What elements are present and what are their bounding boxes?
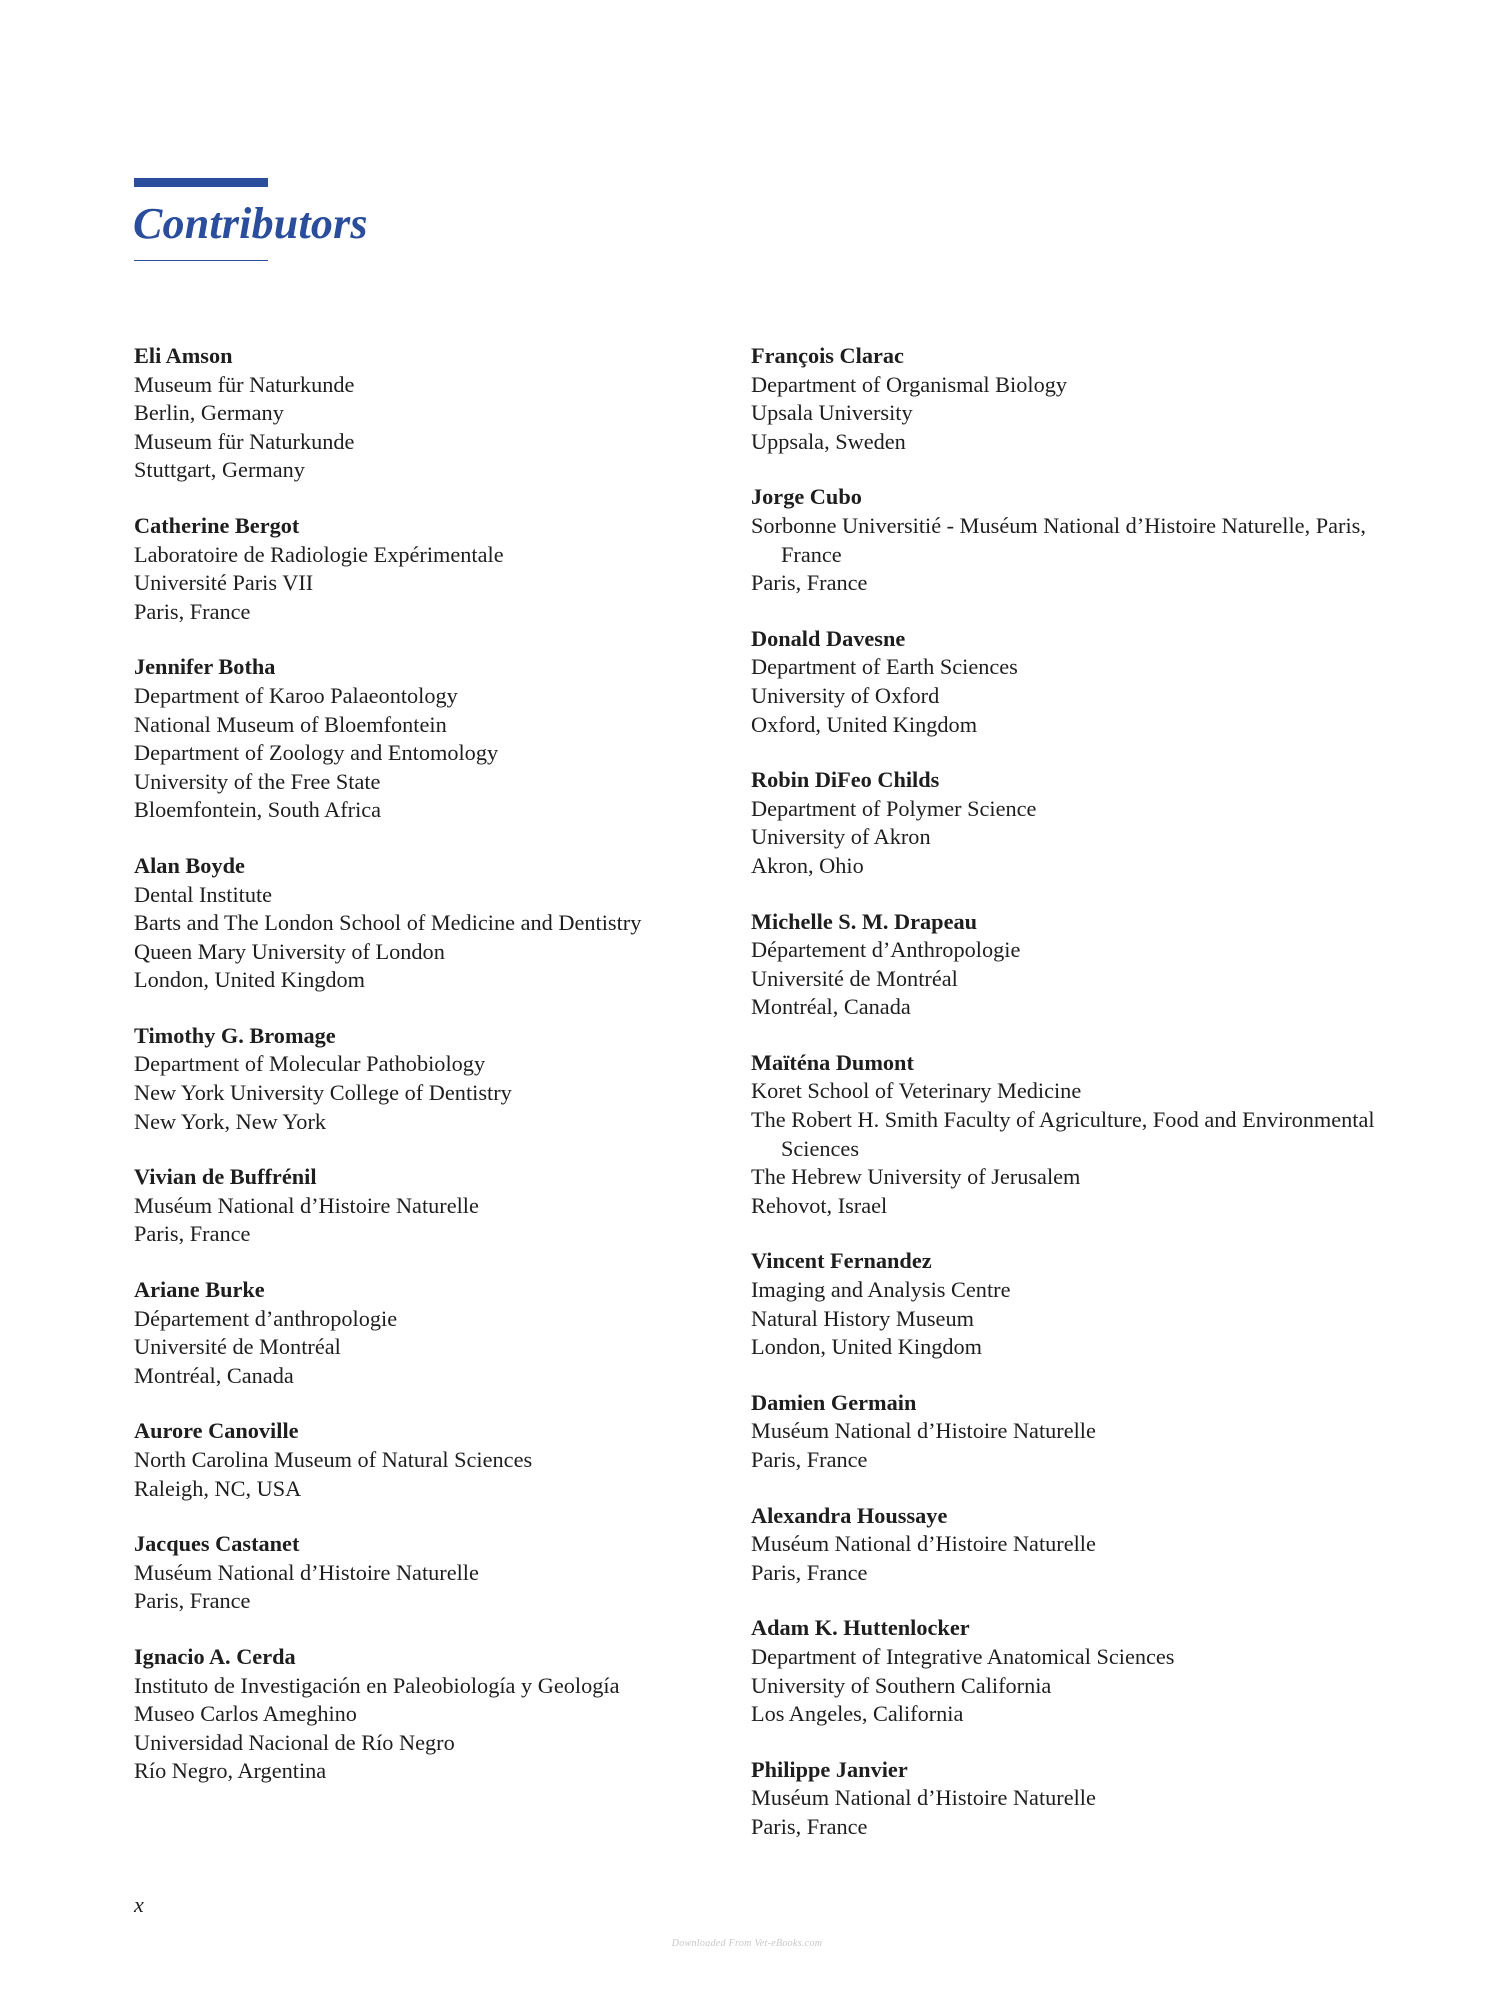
affiliation-line: Akron, Ohio [751, 852, 864, 878]
contributor-name: Michelle S. M. Drapeau [751, 908, 978, 934]
affiliation-line: Rehovot, Israel [751, 1192, 888, 1218]
contributor-entry [134, 1530, 694, 1616]
contributor-entry [751, 1049, 1391, 1221]
affiliation-line: Université Paris VII [134, 570, 314, 596]
contributor-name: François Clarac [751, 343, 904, 368]
affiliation-line: Muséum National d’Histoire Naturelle [134, 1192, 479, 1218]
affiliation-line: Barts and The London School of Medicine and Dentistry [134, 910, 642, 936]
affiliation-line: Instituto de Investigación en Paleobiología y Geología [134, 1672, 620, 1698]
contributor-name: Jorge Cubo [751, 484, 862, 510]
affiliation-line: Department of Karoo Palaeontology [134, 682, 458, 708]
affiliation-line: University of the Free State [134, 768, 381, 794]
affiliation-line: Los Angeles, California [751, 1701, 964, 1727]
affiliation-line: Museo Carlos Ameghino [134, 1701, 357, 1727]
affiliation-line: Paris, France [751, 1559, 868, 1585]
contributor-name: Ignacio A. Cerda [134, 1643, 296, 1669]
contributor-entry [134, 512, 694, 626]
affiliation-line: New York University College of Dentistry [134, 1080, 512, 1106]
page-title: Contributors [133, 199, 368, 248]
affiliation-line: Koret School of Veterinary Medicine [751, 1078, 1082, 1104]
affiliation-line: Paris, France [134, 598, 251, 624]
affiliation-line: Département d’anthropologie [134, 1305, 398, 1331]
affiliation-line: Montréal, Canada [134, 1362, 294, 1388]
affiliation-line: Stuttgart, Germany [134, 457, 305, 483]
affiliation-line: Universidad Nacional de Río Negro [134, 1729, 455, 1755]
contributor-entry [134, 1417, 694, 1503]
contributor-name: Vivian de Buffrénil [134, 1164, 317, 1190]
contributor-name: Jacques Castanet [134, 1531, 300, 1557]
contributor-name: Ariane Burke [134, 1277, 265, 1303]
affiliation-line: Université de Montréal [751, 965, 958, 991]
contributor-name: Timothy G. Bromage [134, 1022, 336, 1048]
affiliation-line: New York, New York [134, 1108, 327, 1134]
affiliation-line: The Robert H. Smith Faculty of Agriculture, Food and Environmental Sciences [751, 1107, 1375, 1161]
affiliation-line: North Carolina Museum of Natural Sciences [134, 1447, 533, 1472]
contributor-entry [751, 1756, 1391, 1842]
contributor-entry [134, 1643, 694, 1786]
contributor-name: Alan Boyde [134, 852, 245, 878]
affiliation-line: Department of Zoology and Entomology [134, 740, 499, 766]
affiliation-line: Université de Montréal [134, 1334, 341, 1360]
affiliation-line: Paris, France [751, 1447, 868, 1472]
affiliation-line: Paris, France [751, 1813, 868, 1839]
contributor-name: Alexandra Houssaye [751, 1502, 948, 1528]
contributor-entry [751, 1614, 1391, 1728]
affiliation-line: Berlin, Germany [134, 400, 284, 426]
affiliation-line: Río Negro, Argentina [134, 1758, 327, 1784]
affiliation-line: Uppsala, Sweden [751, 428, 906, 454]
contributor-entry [751, 1502, 1391, 1588]
affiliation-line: London, United Kingdom [751, 1334, 983, 1360]
title-accent-bar [134, 178, 268, 187]
affiliation-line: University of Oxford [751, 682, 940, 708]
contributor-entry [134, 852, 694, 995]
affiliation-line: Paris, France [134, 1221, 251, 1247]
affiliation-line: Muséum National d’Histoire Naturelle [751, 1531, 1096, 1557]
affiliation-line: Bloemfontein, South Africa [134, 797, 382, 823]
contributor-entry [751, 766, 1391, 880]
contributor-name: Jennifer Botha [134, 654, 276, 680]
affiliation-line: Department of Integrative Anatomical Sciences [751, 1643, 1175, 1669]
affiliation-line: Dental Institute [134, 881, 273, 907]
download-watermark: Downloaded From Vet-eBooks.com [671, 1938, 823, 1949]
contributor-entry [751, 483, 1391, 597]
affiliation-line: Muséum National d’Histoire Naturelle [134, 1559, 479, 1585]
contributor-entry [751, 1389, 1391, 1475]
contributor-entry [134, 342, 694, 485]
contributor-name: Adam K. Huttenlocker [751, 1615, 970, 1641]
contributor-entry [751, 625, 1391, 739]
affiliation-line: Muséum National d’Histoire Naturelle [751, 1418, 1096, 1444]
affiliation-line: University of Southern California [751, 1672, 1052, 1698]
affiliation-line: Natural History Museum [751, 1305, 974, 1331]
contributor-name: Donald Davesne [751, 625, 906, 651]
contributor-name: Damien Germain [751, 1389, 917, 1415]
contributor-name: Philippe Janvier [751, 1756, 908, 1782]
affiliation-line: Department of Polymer Science [751, 795, 1037, 821]
affiliation-line: Sorbonne Universitié - Muséum National d’Histoire Naturelle, Paris, France [751, 512, 1366, 567]
contributor-name: Catherine Bergot [134, 512, 300, 538]
contributor-name: Maïténa Dumont [751, 1049, 914, 1075]
affiliation-line: Department of Earth Sciences [751, 654, 1018, 680]
affiliation-line: Museum für Naturkunde [134, 428, 355, 454]
contributor-entry [751, 342, 1391, 456]
contributor-entry [134, 653, 694, 825]
affiliation-line: National Museum of Bloemfontein [134, 711, 447, 737]
affiliation-line: The Hebrew University of Jerusalem [751, 1164, 1081, 1190]
affiliation-line: Imaging and Analysis Centre [751, 1277, 1011, 1303]
affiliation-line: Department of Molecular Pathobiology [134, 1051, 486, 1077]
contributor-name: Vincent Fernandez [751, 1248, 932, 1274]
affiliation-line: Montréal, Canada [751, 994, 911, 1020]
page-number: x [134, 1892, 144, 1917]
contributors-column-right [751, 342, 1391, 1869]
contributor-entry [134, 1163, 694, 1249]
contributor-entry [134, 1276, 694, 1390]
contributor-name: Robin DiFeo Childs [751, 767, 940, 793]
title-underline [134, 260, 268, 261]
affiliation-line: Département d’Anthropologie [751, 937, 1021, 963]
affiliation-line: Muséum National d’Histoire Naturelle [751, 1785, 1096, 1811]
affiliation-line: London, United Kingdom [134, 967, 366, 993]
contributor-name: Aurore Canoville [134, 1418, 299, 1444]
affiliation-line: Raleigh, NC, USA [134, 1475, 302, 1501]
contributor-entry [751, 1247, 1391, 1361]
affiliation-line: Upsala University [751, 400, 913, 426]
contributor-entry [134, 1022, 694, 1136]
affiliation-line: Museum für Naturkunde [134, 371, 355, 397]
affiliation-line: Paris, France [751, 570, 868, 596]
affiliation-line: Laboratoire de Radiologie Expérimentale [134, 541, 504, 567]
contributors-column-left [134, 342, 694, 1813]
affiliation-line: Queen Mary University of London [134, 938, 445, 964]
affiliation-line: Oxford, United Kingdom [751, 711, 978, 737]
affiliation-line: Department of Organismal Biology [751, 371, 1068, 397]
contributor-name: Eli Amson [134, 343, 233, 368]
affiliation-line: University of Akron [751, 824, 931, 850]
affiliation-line: Paris, France [134, 1588, 251, 1614]
contributor-entry [751, 908, 1391, 1022]
